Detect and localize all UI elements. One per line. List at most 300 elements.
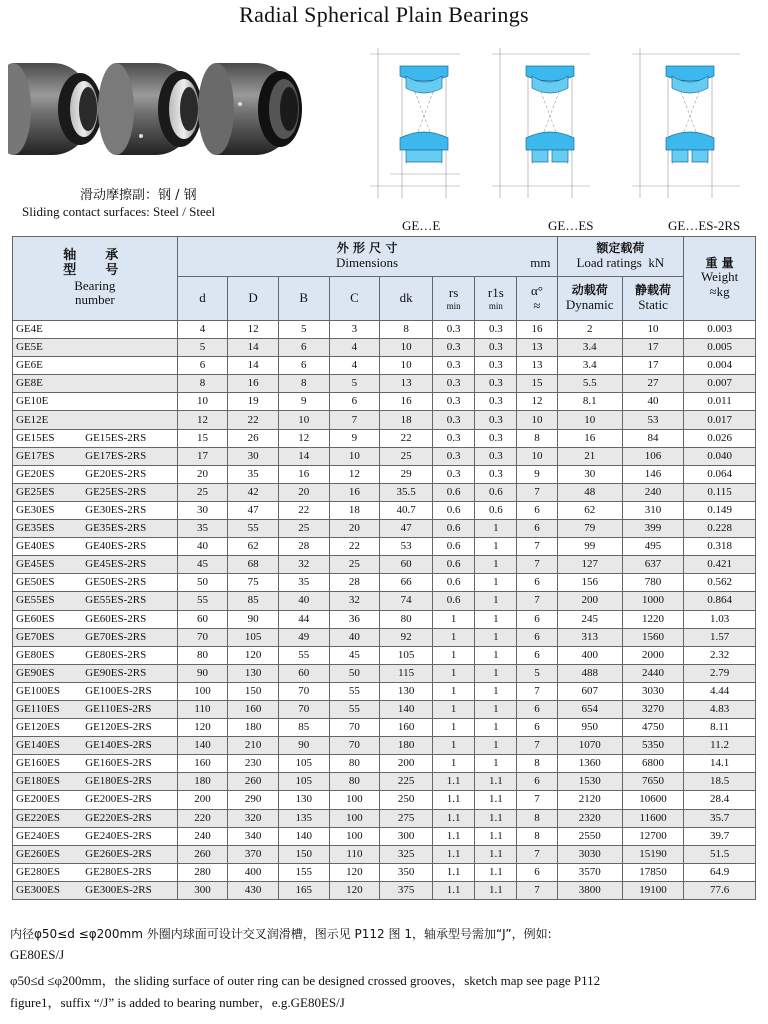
table-cell: 1530 <box>557 773 622 791</box>
table-cell: 155 <box>278 863 329 881</box>
bearing-number-cell: GE30ES <box>13 501 83 519</box>
table-cell: 39.7 <box>684 827 756 845</box>
table-cell: 8 <box>517 809 557 827</box>
table-cell: 1 <box>475 719 517 737</box>
table-cell: 40 <box>622 393 683 411</box>
bearing-2rs-number-cell <box>82 393 177 411</box>
table-cell: 44 <box>278 610 329 628</box>
table-cell: 28.4 <box>684 791 756 809</box>
table-cell: 0.3 <box>433 447 475 465</box>
bearing-number-cell: GE50ES <box>13 574 83 592</box>
table-cell: 0.6 <box>475 483 517 501</box>
table-cell: 90 <box>228 610 279 628</box>
bearing-2rs-number-cell <box>82 375 177 393</box>
table-cell: 0.3 <box>475 321 517 339</box>
header-bearing-number: 轴 承 型 号 Bearing number <box>13 237 178 321</box>
table-cell: 5 <box>517 664 557 682</box>
bearing-number-cell: GE110ES <box>13 700 83 718</box>
bearing-number-cell: GE180ES <box>13 773 83 791</box>
bearing-2rs-number-cell: GE20ES-2RS <box>82 465 177 483</box>
table-row <box>13 339 756 357</box>
table-cell: 29 <box>380 465 433 483</box>
table-cell: 0.3 <box>433 339 475 357</box>
table-cell: 12 <box>517 393 557 411</box>
table-cell: 280 <box>177 863 228 881</box>
col-dk: dk <box>380 277 433 321</box>
table-cell: 245 <box>557 610 622 628</box>
table-cell: 8 <box>517 827 557 845</box>
table-cell: 313 <box>557 628 622 646</box>
table-cell: 1 <box>433 700 475 718</box>
table-cell: 15 <box>517 375 557 393</box>
table-cell: 0.3 <box>433 429 475 447</box>
table-row <box>13 465 756 483</box>
table-cell: 6 <box>517 610 557 628</box>
bearing-number-cell: GE15ES <box>13 429 83 447</box>
table-row <box>13 628 756 646</box>
table-cell: 400 <box>228 863 279 881</box>
table-cell: 1 <box>475 755 517 773</box>
bearing-2rs-number-cell <box>82 321 177 339</box>
table-cell: 105 <box>380 646 433 664</box>
table-cell: 6 <box>517 719 557 737</box>
table-cell: 80 <box>329 755 380 773</box>
table-cell: 77.6 <box>684 881 756 899</box>
table-cell: 325 <box>380 845 433 863</box>
bearing-2rs-number-cell <box>82 411 177 429</box>
table-cell: 14 <box>278 447 329 465</box>
table-cell: 0.6 <box>433 520 475 538</box>
table-cell: 19100 <box>622 881 683 899</box>
table-cell: 1 <box>433 664 475 682</box>
bearing-2rs-number-cell: GE15ES-2RS <box>82 429 177 447</box>
table-cell: 3.4 <box>557 357 622 375</box>
table-cell: 1.1 <box>433 827 475 845</box>
table-cell: 25 <box>380 447 433 465</box>
bearing-2rs-number-cell <box>82 357 177 375</box>
table-cell: 8.11 <box>684 719 756 737</box>
table-cell: 0.007 <box>684 375 756 393</box>
table-cell: 12 <box>228 321 279 339</box>
table-cell: 10 <box>557 411 622 429</box>
table-cell: 16 <box>557 429 622 447</box>
table-row <box>13 700 756 718</box>
table-cell: 0.864 <box>684 592 756 610</box>
table-cell: 0.3 <box>433 321 475 339</box>
table-cell: 6 <box>517 700 557 718</box>
table-cell: 80 <box>329 773 380 791</box>
table-cell: 0.3 <box>475 357 517 375</box>
page-title: Radial Spherical Plain Bearings <box>239 2 529 27</box>
table-cell: 1360 <box>557 755 622 773</box>
table-cell: 66 <box>380 574 433 592</box>
table-cell: 8 <box>177 375 228 393</box>
bearing-number-cell: GE200ES <box>13 791 83 809</box>
bearing-spec-table <box>12 236 756 900</box>
table-cell: 11.2 <box>684 737 756 755</box>
table-cell: 3800 <box>557 881 622 899</box>
table-cell: 8 <box>278 375 329 393</box>
table-cell: 7 <box>517 592 557 610</box>
table-cell: 12 <box>329 465 380 483</box>
bearing-2rs-number-cell: GE240ES-2RS <box>82 827 177 845</box>
bearing-2rs-number-cell: GE30ES-2RS <box>82 501 177 519</box>
table-cell: 12 <box>177 411 228 429</box>
table-cell: 2 <box>557 321 622 339</box>
bearing-2rs-number-cell: GE160ES-2RS <box>82 755 177 773</box>
table-cell: 150 <box>228 682 279 700</box>
table-cell: 70 <box>329 737 380 755</box>
table-cell: 8 <box>380 321 433 339</box>
table-cell: 290 <box>228 791 279 809</box>
table-cell: 4 <box>329 357 380 375</box>
bearing-number-cell: GE40ES <box>13 538 83 556</box>
table-cell: 9 <box>278 393 329 411</box>
table-cell: 220 <box>177 809 228 827</box>
table-cell: 20 <box>278 483 329 501</box>
col-B: B <box>278 277 329 321</box>
table-cell: 70 <box>329 719 380 737</box>
table-cell: 1.1 <box>475 809 517 827</box>
diagram-group <box>350 38 768 218</box>
bearing-number-cell: GE160ES <box>13 755 83 773</box>
table-cell: 55 <box>329 700 380 718</box>
table-cell: 80 <box>177 646 228 664</box>
table-cell: 0.115 <box>684 483 756 501</box>
note-en-line2: figure1，suffix “/J” is added to bearing number，e.g.GE80ES/J <box>10 995 345 1010</box>
table-cell: 9 <box>329 429 380 447</box>
table-cell: 1.1 <box>475 773 517 791</box>
table-cell: 160 <box>380 719 433 737</box>
bearing-2rs-number-cell: GE90ES-2RS <box>82 664 177 682</box>
table-cell: 40.7 <box>380 501 433 519</box>
table-cell: 30 <box>177 501 228 519</box>
table-cell: 1.57 <box>684 628 756 646</box>
table-cell: 1220 <box>622 610 683 628</box>
table-cell: 25 <box>177 483 228 501</box>
table-cell: 0.6 <box>433 592 475 610</box>
table-cell: 7 <box>329 411 380 429</box>
table-cell: 1.1 <box>475 827 517 845</box>
table-cell: 36 <box>329 610 380 628</box>
bearing-number-cell: GE70ES <box>13 628 83 646</box>
table-cell: 47 <box>380 520 433 538</box>
table-cell: 3570 <box>557 863 622 881</box>
table-cell: 300 <box>177 881 228 899</box>
bearing-number-cell: GE5E <box>13 339 83 357</box>
table-cell: 10 <box>517 447 557 465</box>
table-cell: 92 <box>380 628 433 646</box>
bearing-number-cell: GE55ES <box>13 592 83 610</box>
table-cell: 140 <box>278 827 329 845</box>
table-row <box>13 520 756 538</box>
table-cell: 13 <box>380 375 433 393</box>
bearing-2rs-number-cell: GE300ES-2RS <box>82 881 177 899</box>
bearing-2rs-number-cell: GE260ES-2RS <box>82 845 177 863</box>
table-cell: 350 <box>380 863 433 881</box>
table-cell: 40 <box>329 628 380 646</box>
table-cell: 2440 <box>622 664 683 682</box>
table-cell: 120 <box>177 719 228 737</box>
table-cell: 210 <box>228 737 279 755</box>
bearing-2rs-number-cell: GE180ES-2RS <box>82 773 177 791</box>
table-cell: 1 <box>475 538 517 556</box>
table-cell: 2120 <box>557 791 622 809</box>
table-cell: 12700 <box>622 827 683 845</box>
table-cell: 950 <box>557 719 622 737</box>
bearing-2rs-number-cell: GE50ES-2RS <box>82 574 177 592</box>
header-dimensions: 外 形 尺 寸 Dimensions mm <box>177 237 557 277</box>
table-cell: 1.1 <box>475 845 517 863</box>
table-cell: 25 <box>278 520 329 538</box>
diagram-label-ge-e: GE…E <box>402 218 441 233</box>
table-cell: 3030 <box>557 845 622 863</box>
table-row <box>13 682 756 700</box>
table-cell: 45 <box>177 556 228 574</box>
table-row <box>13 881 756 899</box>
table-row <box>13 447 756 465</box>
table-cell: 55 <box>177 592 228 610</box>
table-cell: 1 <box>475 628 517 646</box>
table-cell: 135 <box>278 809 329 827</box>
table-cell: 6 <box>278 357 329 375</box>
table-row <box>13 393 756 411</box>
table-cell: 375 <box>380 881 433 899</box>
table-cell: 16 <box>517 321 557 339</box>
bearing-2rs-number-cell: GE55ES-2RS <box>82 592 177 610</box>
table-cell: 2000 <box>622 646 683 664</box>
table-cell: 8 <box>517 755 557 773</box>
bearing-photo-1 <box>8 63 102 155</box>
table-cell: 156 <box>557 574 622 592</box>
table-cell: 90 <box>177 664 228 682</box>
table-cell: 0.3 <box>475 411 517 429</box>
table-cell: 20 <box>329 520 380 538</box>
table-cell: 4 <box>177 321 228 339</box>
table-cell: 1 <box>475 556 517 574</box>
table-cell: 28 <box>278 538 329 556</box>
table-cell: 0.3 <box>475 339 517 357</box>
table-cell: 47 <box>228 501 279 519</box>
table-cell: 17 <box>622 339 683 357</box>
table-cell: 0.3 <box>475 375 517 393</box>
table-cell: 79 <box>557 520 622 538</box>
table-cell: 120 <box>329 881 380 899</box>
table-cell: 6 <box>517 773 557 791</box>
table-cell: 6 <box>517 520 557 538</box>
table-cell: 18 <box>380 411 433 429</box>
col-static: 静载荷 Static <box>622 277 683 321</box>
table-cell: 70 <box>177 628 228 646</box>
table-cell: 0.040 <box>684 447 756 465</box>
table-cell: 1 <box>475 610 517 628</box>
table-cell: 320 <box>228 809 279 827</box>
bearing-number-cell: GE17ES <box>13 447 83 465</box>
table-cell: 105 <box>278 773 329 791</box>
table-cell: 1.1 <box>433 791 475 809</box>
table-cell: 100 <box>177 682 228 700</box>
bearing-2rs-number-cell: GE100ES-2RS <box>82 682 177 700</box>
table-cell: 0.421 <box>684 556 756 574</box>
table-cell: 85 <box>278 719 329 737</box>
bearing-number-cell: GE100ES <box>13 682 83 700</box>
table-cell: 180 <box>177 773 228 791</box>
table-cell: 0.3 <box>433 411 475 429</box>
table-cell: 240 <box>622 483 683 501</box>
table-row <box>13 863 756 881</box>
table-cell: 200 <box>380 755 433 773</box>
table-cell: 1.1 <box>475 791 517 809</box>
table-cell: 13 <box>517 357 557 375</box>
table-cell: 10 <box>177 393 228 411</box>
table-cell: 17 <box>177 447 228 465</box>
table-cell: 0.3 <box>433 375 475 393</box>
table-cell: 495 <box>622 538 683 556</box>
table-cell: 0.562 <box>684 574 756 592</box>
bearing-2rs-number-cell: GE25ES-2RS <box>82 483 177 501</box>
bearing-number-cell: GE90ES <box>13 664 83 682</box>
table-row <box>13 827 756 845</box>
table-row <box>13 773 756 791</box>
table-cell: 0.6 <box>433 574 475 592</box>
table-cell: 105 <box>278 755 329 773</box>
table-cell: 26 <box>228 429 279 447</box>
table-row <box>13 592 756 610</box>
table-cell: 1.1 <box>433 809 475 827</box>
table-cell: 32 <box>329 592 380 610</box>
table-cell: 70 <box>278 682 329 700</box>
table-cell: 51.5 <box>684 845 756 863</box>
bearing-number-cell: GE280ES <box>13 863 83 881</box>
table-cell: 85 <box>228 592 279 610</box>
table-cell: 14 <box>228 357 279 375</box>
table-cell: 1 <box>475 682 517 700</box>
table-cell: 5 <box>329 375 380 393</box>
table-cell: 0.004 <box>684 357 756 375</box>
table-cell: 310 <box>622 501 683 519</box>
table-cell: 35 <box>228 465 279 483</box>
table-cell: 55 <box>228 520 279 538</box>
table-cell: 1 <box>475 574 517 592</box>
header-load-ratings: 额定载荷 Load ratings kN <box>557 237 684 277</box>
table-cell: 30 <box>228 447 279 465</box>
bearing-number-cell: GE120ES <box>13 719 83 737</box>
table-cell: 7 <box>517 737 557 755</box>
table-cell: 146 <box>622 465 683 483</box>
table-cell: 3270 <box>622 700 683 718</box>
bearing-photos <box>8 54 308 164</box>
table-cell: 637 <box>622 556 683 574</box>
bearing-number-cell: GE20ES <box>13 465 83 483</box>
table-cell: 6 <box>517 628 557 646</box>
table-cell: 35.5 <box>380 483 433 501</box>
table-cell: 100 <box>329 827 380 845</box>
table-cell: 180 <box>228 719 279 737</box>
col-alpha: α° ≈ <box>517 277 557 321</box>
table-cell: 1 <box>475 646 517 664</box>
table-cell: 1.1 <box>475 863 517 881</box>
table-cell: 100 <box>329 791 380 809</box>
table-cell: 230 <box>228 755 279 773</box>
table-cell: 7 <box>517 538 557 556</box>
table-cell: 7650 <box>622 773 683 791</box>
diagram-label-ge-es-2rs: GE…ES-2RS <box>668 218 741 233</box>
table-cell: 0.3 <box>475 465 517 483</box>
table-cell: 1 <box>475 520 517 538</box>
table-cell: 40 <box>177 538 228 556</box>
table-cell: 10 <box>517 411 557 429</box>
table-cell: 160 <box>228 700 279 718</box>
table-cell: 62 <box>228 538 279 556</box>
table-cell: 400 <box>557 646 622 664</box>
table-cell: 2.32 <box>684 646 756 664</box>
table-cell: 1 <box>433 628 475 646</box>
table-cell: 18 <box>329 501 380 519</box>
table-cell: 1 <box>433 646 475 664</box>
bearing-number-cell: GE300ES <box>13 881 83 899</box>
caption-en: Sliding contact surfaces: Steel / Steel <box>22 204 216 219</box>
table-cell: 74 <box>380 592 433 610</box>
table-cell: 16 <box>380 393 433 411</box>
table-cell: 7 <box>517 483 557 501</box>
table-cell: 17 <box>622 357 683 375</box>
caption-cn: 滑动摩擦副：钢 / 钢 <box>80 188 197 203</box>
table-cell: 5350 <box>622 737 683 755</box>
table-cell: 14 <box>228 339 279 357</box>
table-cell: 340 <box>228 827 279 845</box>
bearing-photo-3 <box>198 63 302 155</box>
bearing-2rs-number-cell <box>82 339 177 357</box>
table-cell: 22 <box>380 429 433 447</box>
table-cell: 6 <box>517 863 557 881</box>
table-cell: 62 <box>557 501 622 519</box>
table-cell: 50 <box>177 574 228 592</box>
table-cell: 2550 <box>557 827 622 845</box>
bearing-2rs-number-cell: GE220ES-2RS <box>82 809 177 827</box>
table-cell: 10 <box>380 339 433 357</box>
table-row <box>13 357 756 375</box>
table-row <box>13 646 756 664</box>
table-row <box>13 556 756 574</box>
table-cell: 0.005 <box>684 339 756 357</box>
bearing-number-cell: GE260ES <box>13 845 83 863</box>
table-cell: 160 <box>177 755 228 773</box>
bearing-2rs-number-cell: GE45ES-2RS <box>82 556 177 574</box>
table-cell: 130 <box>278 791 329 809</box>
table-cell: 0.228 <box>684 520 756 538</box>
bearing-2rs-number-cell: GE70ES-2RS <box>82 628 177 646</box>
table-cell: 140 <box>177 737 228 755</box>
bearing-2rs-number-cell: GE60ES-2RS <box>82 610 177 628</box>
table-cell: 4 <box>329 339 380 357</box>
table-row <box>13 574 756 592</box>
table-cell: 130 <box>228 664 279 682</box>
table-cell: 0.6 <box>433 501 475 519</box>
table-cell: 1 <box>475 700 517 718</box>
table-cell: 106 <box>622 447 683 465</box>
table-cell: 5 <box>177 339 228 357</box>
table-cell: 0.003 <box>684 321 756 339</box>
table-cell: 0.017 <box>684 411 756 429</box>
table-row <box>13 375 756 393</box>
table-cell: 7 <box>517 845 557 863</box>
table-cell: 60 <box>380 556 433 574</box>
bearing-2rs-number-cell: GE120ES-2RS <box>82 719 177 737</box>
table-cell: 0.149 <box>684 501 756 519</box>
note-cn-line2: GE80ES/J <box>10 947 65 962</box>
table-cell: 68 <box>228 556 279 574</box>
table-cell: 12 <box>278 429 329 447</box>
